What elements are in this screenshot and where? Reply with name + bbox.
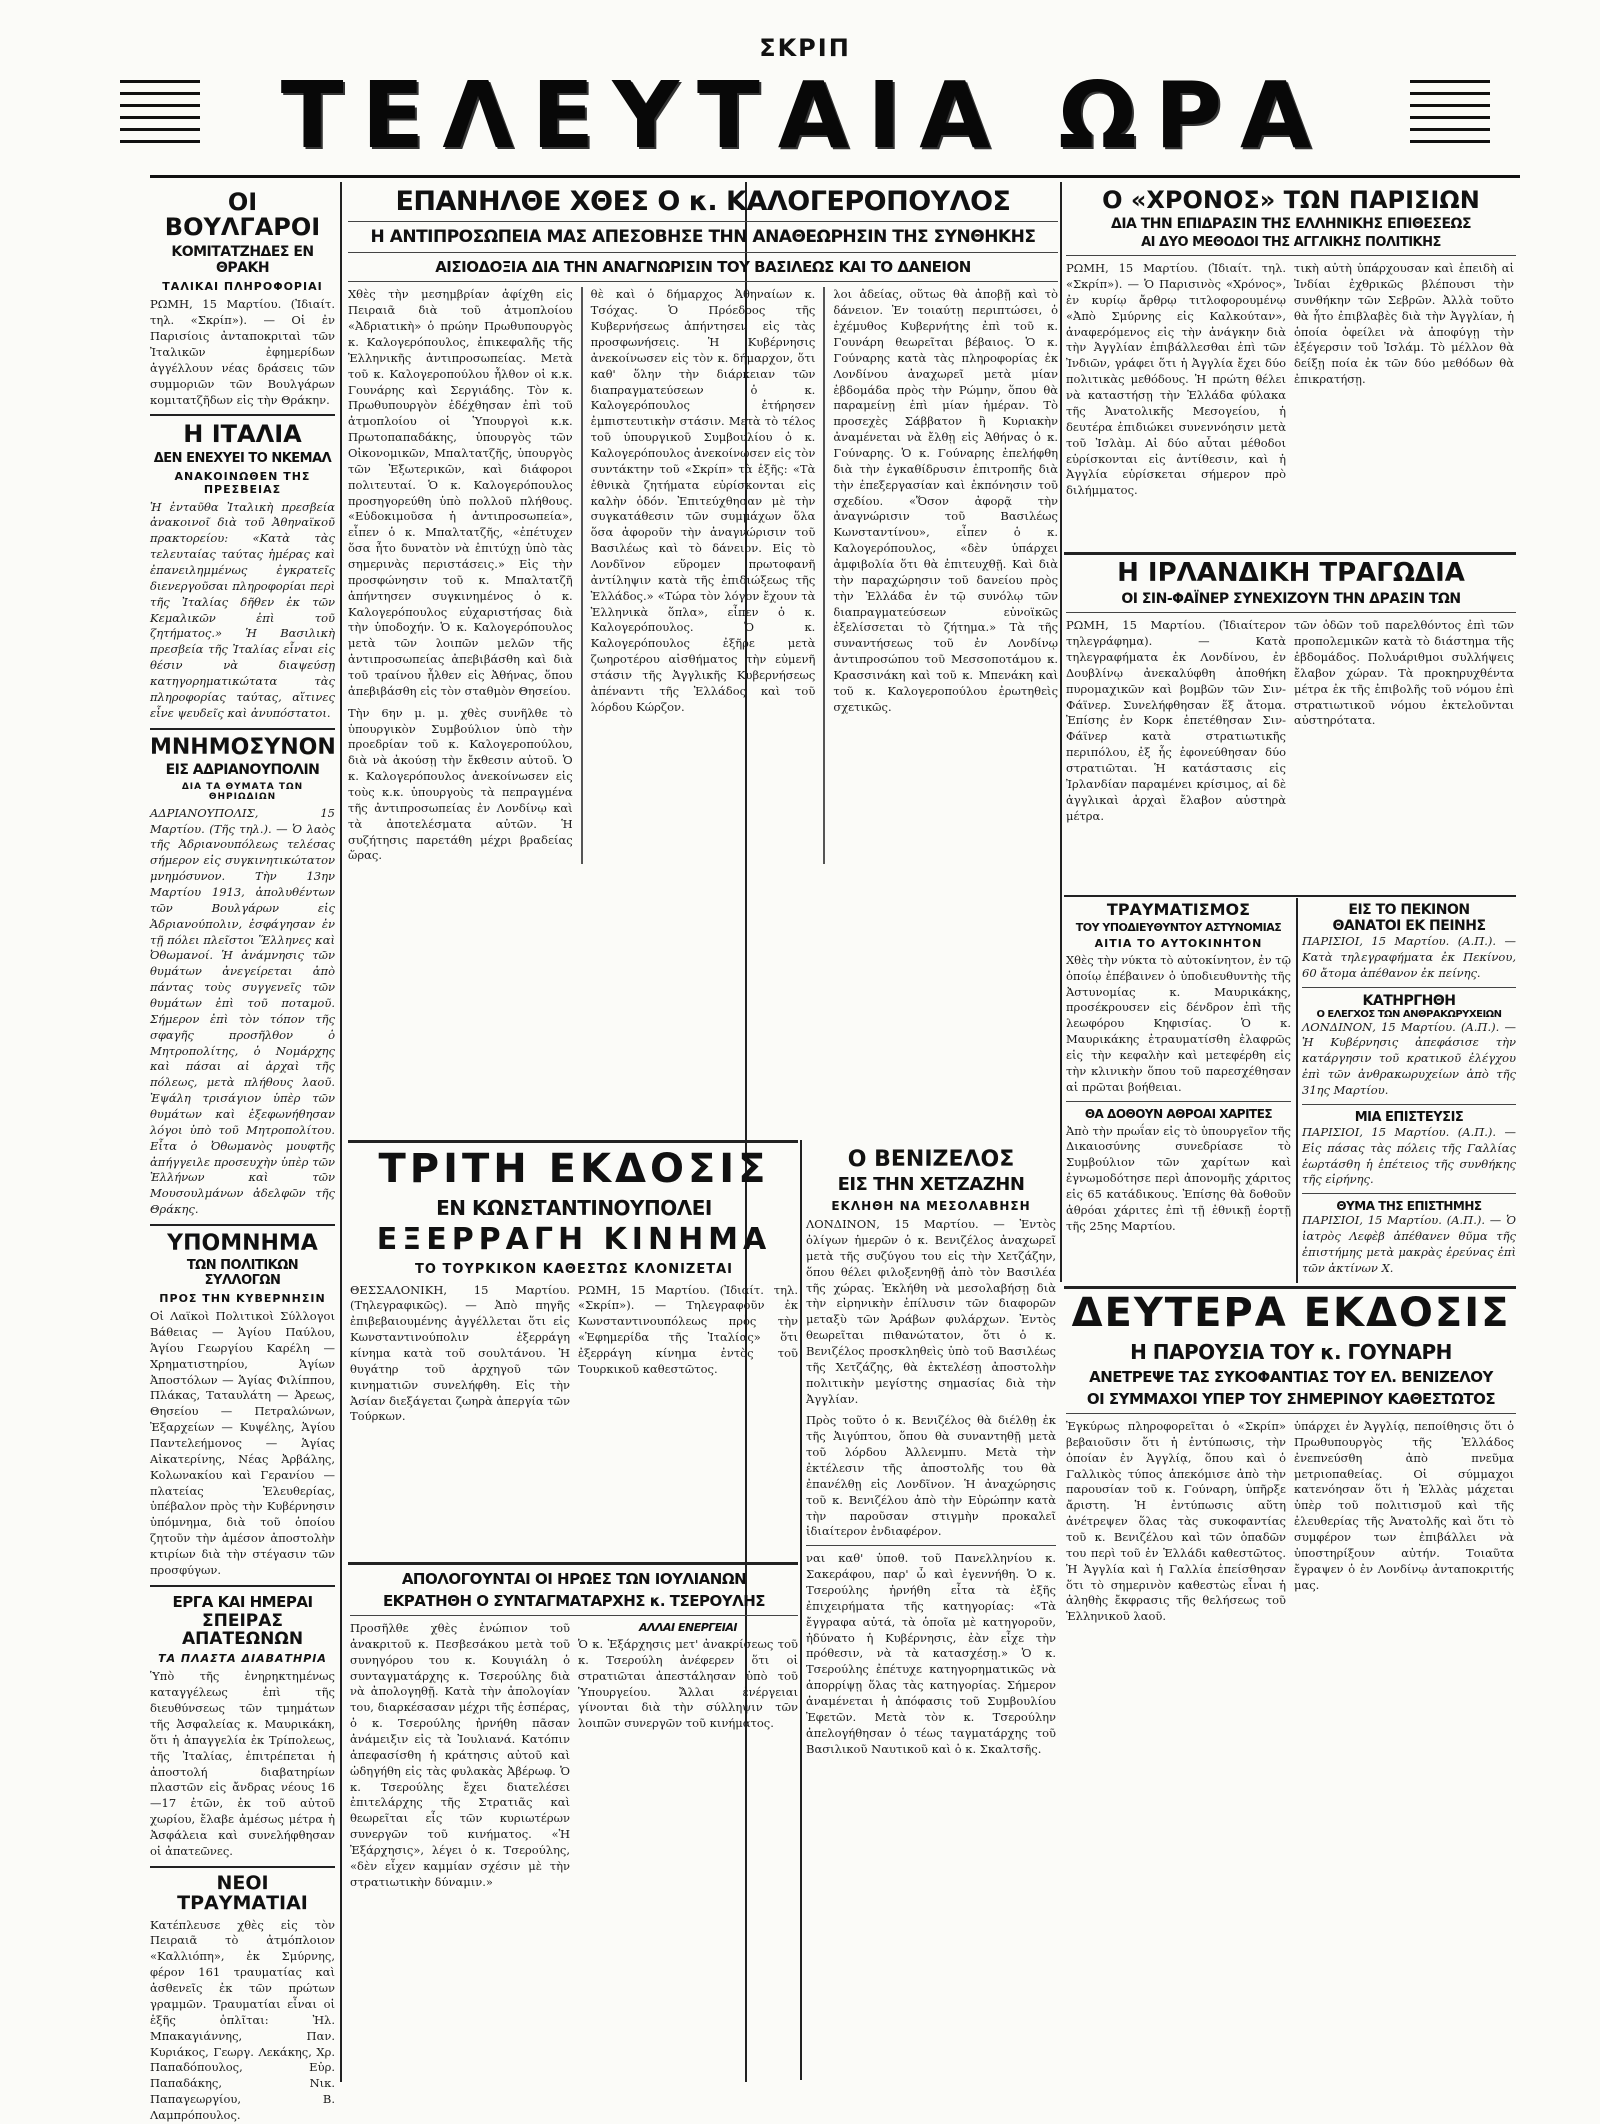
article-body: ναι καθ' ὑποθ. τοῦ Πανελληνίου κ. Σακεράφου, παρ' ὧ καὶ ἐγεννήθη. Ὁ κ. Τσερούλης ἠρνήθη εἶτα τὰ ἐξῆς ἐπιχειρήματα τῆς κατηγορίας: «Τὰ ἔγγραφα αὐτά, τὰ ὁποῖα μὲ κατηγοροῦν, ἠδύνατο ἡ Κυβέρνησις, ἐὰν εἶχε τὴν πρόθεσιν, νὰ τὰ κατασχέσῃ.» Ὁ κ. Τσερούλης ἐπέτυχε κατηγορηματικῶς νὰ ἀπορρίψῃ ὅλας τὰς κατηγορίας. Σήμερον ἀναμένεται ἡ ἀπόφασις τοῦ Συμβουλίου Ἐφετῶν. Μετὰ τὸν κ. Τσερούλην ἀπελογήθησαν ὁ τέως ταγματάρχης τοῦ Βασιλικοῦ Ναυτικοῦ καὶ ὁ κ. Σκαλτσῆς. bbox=[806, 1551, 1056, 1756]
subheadline: ΣΠΕΙΡΑΣ ΑΠΑΤΕΩΝΩΝ bbox=[181, 1610, 304, 1649]
headline: ΘΥΜΑ ΤΗΣ ΕΠΙΣΤΗΜΗΣ bbox=[1336, 1199, 1482, 1214]
article-body: ΑΔΡΙΑΝΟΥΠΟΛΙΣ, 15 Μαρτίου. (Τῆς τηλ.). — Ὁ λαὸς τῆς Ἀδριανουπόλεως τελέσας σήμερον εἰς συγκινητικώτατον μνημόσυνον. Τὴν 13ην Μαρτίου 1913, ἀπολυθέντων τῶν Βουλγάρων εἰς Ἀδριανούπολιν, ἐσφάγησαν ἐν τῇ πόλει πλεῖστοι Ἕλληνες καὶ Ὀθωμανοί. Ἡ ἀνάμνησις τῶν θυμάτων ἀνεγείρεται ἀπὸ πάντας τοὺς συγγενεῖς τῶν θυμάτων ἐπὶ τοῦ ποταμοῦ. Σήμερον ἐπὶ τὸν τόπον τῆς σφαγῆς προσῆλθον ὁ Μητροπολίτης, ὁ Νομάρχης καὶ πάσαι αἱ ἀρχαὶ τῆς πόλεως, μετὰ πλήθους λαοῦ. Ἐψάλη τρισάγιον ὑπὲρ τῶν θυμάτων καὶ ἐξεφωνήθησαν λόγοι ὑπὸ τοῦ Μητροπολίτου. Εἶτα ὁ Ὀθωμανὸς μουφτῆς ἀπήγγειλε προσευχὴν ὑπὲρ τῶν Ἑλλήνων καὶ τῶν Μουσουλμάνων ἀδελφῶν τῆς Θράκης. bbox=[150, 805, 335, 1217]
subheadline: ΘΑΝΑΤΟΙ ΕΚ ΠΕΙΝΗΣ bbox=[1332, 918, 1486, 934]
kicker: ΠΡΟΣ ΤΗΝ ΚΥΒΕΡΝΗΣΙΝ bbox=[159, 1292, 326, 1306]
subheadline: ΟΙ ΣΙΝ-ΦΑΪΝΕΡ ΣΥΝΕΧΙΖΟΥΝ ΤΗΝ ΔΡΑΣΙΝ ΤΩΝ bbox=[1121, 591, 1461, 608]
article-body: ΡΩΜΗ, 15 Μαρτίου. (Ἰδιαίτ. τηλ. «Σκρίπ»). — Οἱ ἐν Παρισίοις ἀνταποκριταὶ τῶν Ἰταλικῶν ἐφημερίδων ἀγγέλλουν νέας δράσεις τῶν συμμοριῶν τῶν Βουλγάρων κομιτατζῆδων εἰς τὴν Θράκην. bbox=[150, 297, 335, 407]
lead-headline: ΕΠΑΝΗΛΘΕ ΧΘΕΣ Ο κ. ΚΑΛΟΓΕΡΟΠΟΥΛΟΣ bbox=[395, 186, 1011, 217]
article-body: ΠΑΡΙΣΙΟΙ, 15 Μαρτίου. (Α.Π.). — Κατὰ τηλεγραφήματα ἐκ Πεκίνου, 60 ἄτομα ἀπέθανον ἐκ πείνης. bbox=[1302, 934, 1516, 980]
article-body: Κατέπλευσε χθὲς εἰς τὸν Πειραιᾶ τὸ ἀτμόπλοιον «Καλλιόπη», ἐκ Σμύρνης, φέρον 161 τραυματίας καὶ ἀσθενεῖς ἐκ τῶν πρώτων γραμμῶν. Τραυματίαι εἶναι οἱ ἑξῆς ὁπλῖται: Ἠλ. Μπακαγιάννης, Παν. Κυριάκος, Γεωργ. Λεκάκης, Χρ. Παπαδόπουλος, Εὐρ. Παπαδάκης, Νικ. Παπαγεωργίου, Β. Λαμπρόπουλος. bbox=[150, 1917, 335, 2122]
headline: ΚΑΤΗΡΓΗΘΗ bbox=[1362, 992, 1456, 1009]
third-edition-box bbox=[350, 1148, 798, 1558]
kicker: ΤΟ ΤΟΥΡΚΙΚΟΝ ΚΑΘΕΣΤΩΣ ΚΛΟΝΙΖΕΤΑΙ bbox=[415, 1261, 733, 1277]
column-rule bbox=[1060, 182, 1062, 1282]
subheadline: ΑΝΕΤΡΕΨΕ ΤΑΣ ΣΥΚΟΦΑΝΤΙΑΣ ΤΟΥ ΕΛ. ΒΕΝΙΖΕΛΟΥ bbox=[1089, 1368, 1493, 1386]
headline: ΟΙ ΒΟΥΛΓΑΡΟΙ bbox=[164, 188, 321, 242]
kicker: ΑΙΤΙΑ ΤΟ ΑΥΤΟΚΙΝΗΤΟΝ bbox=[1094, 936, 1263, 950]
headline: ΜΙΑ ΕΠΙΣΤΕΥΣΙΣ bbox=[1354, 1109, 1464, 1125]
article-body: Ὑπὸ τῆς ἐνηρηκτημένως καταγγέλεως ἐπὶ τῆς διευθύνσεως τῶν τμημάτων τῆς Ἀσφαλείας κ. Μαυρικάκη, ὅτι ἡ ἀπαγγελία ἐκ Τρίπολεως, τῆς Ἰταλίας, ἐπιτρέπεται ἡ ἀποστολή διαβατηρίων πλαστῶν εἰς ἄνδρας νέους 16—17 ἐτῶν, ἐκ τοῦ αὐτοῦ χωρίου, ἔλαβε ἀμέσως μέτρα ἡ Ἀσφάλεια καὶ συνελήφθησαν οἱ ἀπατεῶνες. bbox=[150, 1669, 335, 1858]
masthead bbox=[120, 34, 1490, 170]
subheadline: ΕΚΡΑΤΗΘΗ Ο ΣΥΝΤΑΓΜΑΤΑΡΧΗΣ κ. ΤΣΕΡΟΥΛΗΣ bbox=[382, 1592, 766, 1610]
lead-deck: ΑΙΣΙΟΔΟΞΙΑ ΔΙΑ ΤΗΝ ΑΝΑΓΝΩΡΙΣΙΝ ΤΟΥ ΒΑΣΙΛΕΩΣ ΚΑΙ ΤΟ ΔΑΝΕΙΟΝ bbox=[435, 258, 971, 277]
headline: ΑΠΟΛΟΓΟΥΝΤΑΙ ΟΙ ΗΡΩΕΣ ΤΩΝ ΙΟΥΛΙΑΝΩΝ bbox=[401, 1570, 747, 1588]
headline: ΘΑ ΔΟΘΟΥΝ ΑΘΡΟΑΙ ΧΑΡΙΤΕΣ bbox=[1084, 1106, 1273, 1121]
headline: Η ΙΤΑΛΙΑ bbox=[183, 420, 302, 449]
article-body: ὑπάρχει ἐν Ἀγγλίᾳ, πεποίθησις ὅτι ὁ Πρωθυπουργὸς τῆς Ἑλλάδος ἐνεπνεύσθη ἀπὸ πνεῦμα μετριοπαθείας. Οἱ σύμμαχοι κατενόησαν ὅτι ἡ Ἑλλὰς μάχεται ὑπὲρ τοῦ πολιτισμοῦ καὶ τῆς ἐλευθερίας τῆς Ἀνατολῆς καὶ ὅτι τὸ συμφέρον των ἐπιβάλλει νὰ ὑποστηρίξουν αὐτήν. Τοιαῦτα ἔγραψεν ὁ ἐν Λονδίνῳ ἀνταποκριτής μας. bbox=[1294, 1419, 1514, 1592]
subheadline: ΚΟΜΙΤΑΤΖΗΔΕΣ ΕΝ ΘΡΑΚΗ bbox=[171, 244, 314, 277]
headline: ΤΡΑΥΜΑΤΙΣΜΟΣ bbox=[1106, 900, 1251, 919]
article-body: τῶν ὁδῶν τοῦ παρελθόντος ἐπὶ τῶν προπολεμικῶν κατὰ τὸ διάστημα τῆς ἑβδομάδος. Πολυάριθμοι συλλήψεις ἔλαβον χώραν. Τὰ προκηρυχθέντα μέτρα ἐκ τῆς ἐπιβολῆς τοῦ νόμου ἐπὶ στρατιωτικοῦ νόμου ἐκτελοῦνται αὐστηρότατα. bbox=[1294, 618, 1514, 728]
headline: ΕΞΕΡΡΑΓΗ ΚΙΝΗΜΑ bbox=[376, 1222, 772, 1257]
column-4-top bbox=[1066, 188, 1516, 548]
edition-headline: ΤΡΙΤΗ ΕΚΔΟΣΙΣ bbox=[378, 1146, 770, 1192]
kicker: ΑΙ ΔΥΟ ΜΕΘΟΔΟΙ ΤΗΣ ΑΓΓΛΙΚΗΣ ΠΟΛΙΤΙΚΗΣ bbox=[1141, 235, 1441, 251]
injury-story bbox=[1066, 902, 1291, 1282]
subheadline: ΔΕΝ ΕΝΕΧΥΕΙ ΤΟ ΝΚΕΜΑΛ bbox=[153, 450, 332, 466]
article-body: Ἐγκύρως πληροφορεῖται ὁ «Σκρίπ» βεβαιοῦσιν ὅτι ἡ ἐντύπωσις, τὴν ὁποίαν ἐν Ἀγγλίᾳ, ὅπου καὶ ὁ Γαλλικὸς τύπος ἀπεκόμισε ἀπὸ τὴν παρουσίαν τοῦ κ. Γούναρη, ὑπῆρξε ἄριστη. Ἡ ἐντύπωσις αὕτη ἀνέτρεψεν ὅλας τὰς συκοφαντίας τοῦ κ. Βενιζέλου καὶ τῶν ὀπαδῶν του περὶ τοῦ ἐν Ἑλλάδι καθεστῶτος. Ἡ Ἀγγλία καὶ ἡ Γαλλία ἐπείσθησαν ὅτι τὸ σημερινὸν καθεστὼς εἶναι ἡ ἀληθὴς ἔκφρασις τῆς θελήσεως τοῦ Ἑλληνικοῦ λαοῦ. bbox=[1066, 1419, 1286, 1624]
article-body: ΛΟΝΔΙΝΟΝ, 15 Μαρτίου. (Α.Π.). — Ἡ Κυβέρνησις ἀπεφάσισε τὴν κατάργησιν τοῦ κρατικοῦ ἐλέγχου ἐπὶ τῶν ἀνθρακωρυχείων ἀπὸ τῆς 31ης Μαρτίου. bbox=[1302, 1019, 1516, 1098]
headline: Η ΠΑΡΟΥΣΙΑ ΤΟΥ κ. ΓΟΥΝΑΡΗ bbox=[1130, 1340, 1452, 1364]
article-body: λοι ἀδείας, οὕτως θὰ ἀποβῇ καὶ τὸ δάνειον. Ἐν τοιαύτῃ περιπτώσει, ὁ ἐχέμυθος Κυβερνήτης ἐπὶ τοῦ κ. Γουνάρη θεωρεῖται βέβαιος. Ὁ κ. Γούναρης κατὰ τὰς πληροφορίας ἐκ Λονδίνου ἀναχωρεῖ μετὰ μίαν ἑβδομάδα πρὸς τὴν Ρώμην, ὅπου θὰ παραμείνῃ ἐπὶ μίαν ἡμέραν. Τὸ προσεχὲς Σάββατον ἢ Κυριακὴν ἀναμένεται νὰ ἔλθῃ εἰς Ἀθήνας ὁ κ. Γούναρης. Ὁ κ. Γούναρης ἐπελήφθη διὰ τὴν ἐγκαθίδρυσιν ἐπιτροπῆς διὰ τὴν ἐπεξεργασίαν καὶ ἐκπόνησιν τοῦ σχεδίου. «Ὅσον ἀφορᾷ τὴν ἀναγνώρισιν τοῦ Βασιλέως Κωνσταντίνου», εἶπεν ὁ κ. Καλογερόπουλος, «δὲν ὑπάρχει ἀμφιβολία ὅτι θὰ ἐπιτευχθῇ. Καὶ διὰ τὴν παραχώρησιν τοῦ δανείου πρὸς τὴν Ἑλλάδα ἐν τῷ συνόλῳ τῶν διαπραγματεύσεων εὐνοϊκῶς ἐξελίσσεται τὸ ζήτημα.» Τὰ τῆς συναντήσεως τοῦ ἐν Λονδίνῳ ἀντιπροσώπου τοῦ Μεσσοποτάμου κ. Κρασσινάκη καὶ τοῦ κ. Μπενάκη καὶ τοῦ κ. Καλογεροπούλου ἐρωτηθεὶς σχετικῶς. bbox=[833, 287, 1059, 714]
subheadline: Ο ΕΛΕΓΧΟΣ ΤΩΝ ΑΝΘΡΑΚΩΡΥΧΕΙΩΝ bbox=[1316, 1008, 1502, 1020]
second-edition bbox=[1066, 1292, 1516, 2077]
article-body: Ἡ ἐνταῦθα Ἰταλικὴ πρεσβεία ἀνακοινοῖ διὰ τοῦ Ἀθηναϊκοῦ πρακτορείου: «Κατὰ τὰς τελευταίας ταύτας ἡμέρας καὶ ἐπανειλημμένως ἐγκρατεῖς διενεργοῦσαι πληροφορίαι περὶ τῆς Ἰταλίας δῆθεν ἐκ τῶν Κεμαλικῶν ἐπὶ τοῦ ζητήματος.» Ἡ Βασιλικὴ πρεσβεία τῆς Ἰταλίας εἶναι εἰς θέσιν νὰ διαψεύσῃ κατηγορηματικώτατα τὰς πληροφορίας ταύτας, αἵτινες εἶνε ψευδεῖς καὶ ἀνυπόστατοι. bbox=[150, 499, 335, 720]
headline: Ο «ΧΡΟΝΟΣ» ΤΩΝ ΠΑΡΙΣΙΩΝ bbox=[1102, 186, 1480, 214]
article-body: Χθὲς τὴν μεσημβρίαν ἀφίχθη εἰς Πειραιᾶ διὰ τοῦ ἀτμοπλοίου «Ἀδριατικὴ» ὁ πρώην Πρωθυπουργὸς κ. Καλογερόπουλος, ἐπικεφαλῆς τῆς Ἑλληνικῆς ἀντιπροσωπείας. Μετὰ τοῦ κ. Καλογεροπούλου ἦλθον οἱ κ.κ. Γουνάρης καὶ Σεργιάδης. Τὸν κ. Πρωθυπουργὸν ἐδέχθησαν ἐπὶ τοῦ ἀτμοπλοίου οἱ Ὑπουργοὶ κ.κ. Πρωτοπαπαδάκης, ὑπουργὸς τῶν Οἰκονομικῶν, Μπαλτατζῆς, ὑπουργὸς τῶν Ἐξωτερικῶν, καὶ διάφοροι πολιτευταί. Ὁ κ. Καλογερόπουλος προσηγορεύθη ὑπὸ πολλοῦ πλήθους. «Εὐδοκιμοῦσα ἡ ἀντιπροσωπεία», εἶπεν ὁ κ. Μπαλτατζῆς, «ἐπέτυχεν ὅσα ἦτο δυνατὸν νὰ ἐπιτύχῃ ὑπὸ τὰς σημερινὰς περιστάσεις.» Εἰς τὴν προσφώνησιν τοῦ κ. Μπαλτατζῆ ἀπήντησεν συγκινημένος ὁ κ. Καλογερόπουλος εὐχαριστήσας διὰ τὴν ὑποδοχήν. Ὁ κ. Καλογερόπουλος μετὰ τῶν λοιπῶν μελῶν τῆς ἀντιπροσωπείας ἀπεβιβάσθη καὶ διὰ τοῦ τραίνου ἦλθεν εἰς Ἀθήνας, ὅπου ἀπεβιβάσθη εἰς τὸν σταθμὸν Θησείου. bbox=[348, 287, 573, 698]
column-1 bbox=[150, 188, 336, 2122]
article-body: τικὴ αὐτὴ ὑπάρχουσαν καὶ ἐπειδὴ αἱ Ἰνδίαι ἐχθρικῶς βλέπουσι τὴν συνθήκην τῶν Σεβρῶν. Ἀλλὰ τοῦτο θὰ ἦτο ἐπιβλαβὲς διὰ τὴν Ἀγγλίαν, ἡ ὁποία ὀφείλει νὰ ἀποφύγῃ τὴν ἐξέγερσιν τοῦ Ἰσλάμ. Τὸ μέλλον θὰ δείξῃ ποία ἐκ τῶν δύο μεθόδων θὰ ἐπικρατήσῃ. bbox=[1294, 261, 1514, 387]
article-body: ΘΕΣΣΑΛΟΝΙΚΗ, 15 Μαρτίου. (Τηλεγραφικῶς). — Ἀπὸ πηγῆς ἐπιβεβαιουμένης ἀγγέλλεται ὅτι εἰς Κωνσταντινούπολιν ἐξερράγη κίνημα κατὰ τοῦ σουλτάνου. Ἡ θυγάτηρ τοῦ ἀρχηγοῦ τῶν κινηματιῶν συνελήφθη. Εἰς τὴν Ἀσίαν διεξάγεται ζωηρὰ ἀπεργία τῶν Τούρκων. bbox=[350, 1282, 570, 1424]
subheadline: ΤΩΝ ΠΟΛΙΤΙΚΩΝ ΣΥΛΛΟΓΩΝ bbox=[186, 1258, 299, 1289]
article-body: Ἀπὸ τὴν πρωΐαν εἰς τὸ ὑπουργεῖον τῆς Δικαιοσύνης συνεδρίασε τὸ Συμβούλιον τῶν χαρίτων καὶ ἐγνωμοδότησε περὶ ἀπονομῆς χάριτος εἰς 65 κατάδικους. Ἐπίσης θὰ δοθοῦν ἀθρόαι χάριτες ἐπὶ τῇ ἐθνικῇ ἑορτῇ τῆς 25ης Μαρτίου. bbox=[1066, 1123, 1291, 1233]
section-rule bbox=[1064, 1286, 1516, 1289]
lead-subheadline: Η ΑΝΤΙΠΡΟΣΩΠΕΙΑ ΜΑΣ ΑΠΕΣΟΒΗΣΕ ΤΗΝ ΑΝΑΘΕΩΡΗΣΙΝ ΤΗΣ ΣΥΝΘΗΚΗΣ bbox=[370, 227, 1036, 248]
kicker: ΑΛΛΑΙ ΕΝΕΡΓΕΙΑΙ bbox=[639, 1621, 737, 1634]
article-body: Τὴν 6ην μ. μ. χθὲς συνῆλθε τὸ ὑπουργικὸν Συμβούλιον ὑπὸ τὴν προεδρίαν τοῦ κ. Καλογεροπούλου, διὰ νὰ ἀκούσῃ τὴν ἔκθεσιν αὐτοῦ. Ὁ κ. Καλογερόπουλος ἀνεκοίνωσεν εἰς τοὺς κ.κ. ὑπουργοὺς τὰ πεπραγμένα τῆς ἀντιπροσωπείας ἐν Λονδίνῳ καὶ τὰ ἀποτελέσματα αὐτῶν. Ἡ συζήτησις παρετάθη μέχρι βραδείας ὥρας. bbox=[348, 705, 573, 863]
masthead-title: ΤΕΛΕΥΤΑΙΑ ΩΡΑ bbox=[200, 66, 1410, 166]
subheadline: ΕΙΣ ΑΔΡΙΑΝΟΥΠΟΛΙΝ bbox=[165, 761, 320, 778]
headline: ΝΕΟΙ ΤΡΑΥΜΑΤΙΑΙ bbox=[177, 1871, 308, 1914]
edition-headline: ΔΕΥΤΕΡΑ ΕΚΔΟΣΙΣ bbox=[1071, 1290, 1511, 1336]
masthead-sub-brand: ΣΚΡΙΠ bbox=[120, 34, 1490, 62]
article-body: Προσῆλθε χθὲς ἐνώπιον τοῦ ἀνακριτοῦ κ. Πεσβεσάκου μετὰ τοῦ συνηγόρου του κ. Κουγιάλη ὁ συνταγματάρχης κ. Τσερούλης διὰ νὰ ἀπολογηθῇ. Κατὰ τὴν ἀπολογίαν του, διαρκέσασαν μέχρι τῆς ἑσπέρας, ὁ κ. Τσερούλης ἠρνήθη πᾶσαν ἀνάμειξιν εἰς τὰ Ἰουλιανά. Κατόπιν ἀπεφασίσθη ἡ κράτησις αὐτοῦ καὶ ὡδηγήθη εἰς τὰς φυλακὰς Ἀβέρωφ. Ὁ κ. Τσερούλης ἔχει διατελέσει ἐπιτελάρχης τῆς Στρατιᾶς καὶ θεωρεῖται εἷς τῶν κυριωτέρων συνεργῶν τοῦ κινήματος. «Ἡ Ἐξάρχησις», λέγει ὁ κ. Τσερούλης, «δὲν εἶχεν καμμίαν σχέσιν μὲ τὴν στρατιωτικὴν δύναμιν.» bbox=[350, 1621, 570, 1889]
subheadline: ΕΝ ΚΩΝΣΤΑΝΤΙΝΟΥΠΟΛΕΙ bbox=[436, 1196, 712, 1220]
article-body: ΡΩΜΗ, 15 Μαρτίου. (Ἰδιαίτ. τηλ. «Σκρίπ»). — Ὁ Παρισινὸς «Χρόνος», ἐν κυρίῳ ἄρθρῳ τιτλοφορουμένῳ «Ἀπὸ Σμύρνης εἰς Καλκούταν», ἀναφερόμενος εἰς τὴν ἀνάγκην διὰ τὴν Ἀγγλίαν ἐπιβάλλεσθαι ἐπὶ τῶν Ἰνδιῶν, γράφει ὅτι ἡ Ἀγγλία ἔχει δύο πολιτικὰς μεθόδους. Ἡ πρώτη θέλει νὰ καταστήσῃ τὴν Ἑλλάδα φύλακα τῆς Ἀνατολικῆς Μεσογείου, ἡ δευτέρα ἐπιδιώκει συνεννόησιν μετὰ τοῦ Ἰσλὰμ. Αἱ δύο αὗται μέθοδοι εὑρίσκονται εἰς ἀντίθεσιν, καὶ ἡ Ἀγγλία εὑρίσκεται σήμερον πρὸ διλήμματος. bbox=[1066, 261, 1286, 498]
article-body: Χθὲς τὴν νύκτα τὸ αὐτοκίνητον, ἐν τῷ ὁποίῳ ἐπέβαινεν ὁ ὑποδιευθυντὴς τῆς Ἀστυνομίας κ. Μαυρικάκης, προσέκρουσεν εἰς δένδρον ἐπὶ τῆς λεωφόρου Κηφισίας. Ὁ κ. Μαυρικάκης ἐτραυματίσθη ἐλαφρῶς εἰς τὴν κεφαλὴν καὶ μετεφέρθη εἰς τὴν κλινικὴν ὅπου τοῦ παρεσχέθησαν αἱ πρῶται βοήθειαι. bbox=[1066, 952, 1291, 1094]
kicker: ΔΙΑ ΤΑ ΘΥΜΑΤΑ ΤΩΝ ΘΗΡΙΩΔΙΩΝ bbox=[181, 781, 304, 802]
kicker: ΟΙ ΣΥΜΜΑΧΟΙ ΥΠΕΡ ΤΟΥ ΣΗΜΕΡΙΝΟΥ ΚΑΘΕΣΤΩΤΟΣ bbox=[1086, 1390, 1496, 1408]
article-body: Ὁ κ. Ἐξάρχησις μετ' ἀνακρίσεως τοῦ κ. Τσερούλη ἀνέφερεν ὅτι οἱ στρατιῶται ἀπεστάλησαν ὑπὸ τοῦ Ὑπουργείου. Ἄλλαι ἐνέργειαι γίνονται διὰ τὴν σύλληψιν τῶν λοιπῶν συνεργῶν τοῦ κινήματος. bbox=[578, 1637, 798, 1731]
section-rule bbox=[348, 1140, 798, 1143]
subheadline: ΕΙΣ ΤΗΝ ΧΕΤΖΑΖΗΝ bbox=[837, 1174, 1025, 1196]
headline: ΕΙΣ ΤΟ ΠΕΚΙΝΟΝ bbox=[1348, 902, 1470, 918]
kicker: ΤΑ ΠΛΑΣΤΑ ΔΙΑΒΑΤΗΡΙΑ bbox=[158, 1652, 327, 1666]
headline: Η ΙΡΛΑΝΔΙΚΗ ΤΡΑΓΩΔΙΑ bbox=[1117, 558, 1465, 588]
iouliana-story bbox=[350, 1570, 798, 2080]
column-rule bbox=[340, 182, 342, 2082]
article-body: ΠΑΡΙΣΙΟΙ, 15 Μαρτίου. (Α.Π.). — Ὁ ἰατρὸς Λεφὲβ ἀπέθανεν θῦμα τῆς ἐπιστήμης μετὰ μακρὰς ἐρεύνας ἐπὶ τῶν ἀκτίνων Χ. bbox=[1302, 1213, 1516, 1275]
irish-story bbox=[1066, 560, 1516, 890]
kicker: ΤΑΛΙΚΑΙ ΠΛΗΡΟΦΟΡΙΑΙ bbox=[162, 280, 323, 294]
column-rule bbox=[1296, 898, 1298, 1283]
article-body: ΛΟΝΔΙΝΟΝ, 15 Μαρτίου. — Ἐντὸς ὀλίγων ἡμερῶν ὁ κ. Βενιζέλος ἀναχωρεῖ μετὰ τῆς συζύγου του εἰς τὴν Χετζάζην, ὅπου θέλει φιλοξενηθῇ ἀπὸ τὸν Βασιλέα τῆς χώρας. Ἐκλήθη νὰ μεσολαβήσῃ διὰ τὴν εἰρηνικὴν ἐπίλυσιν τῶν διαφορῶν μεταξὺ τῶν Ἀράβων φυλάρχων. Ἐντὸς θεωρεῖται πιθανώτατον, ὅτι ὁ κ. Βενιζέλος προσκληθεὶς ὑπὸ τοῦ Βασιλέως τῆς Χετζάζης, θὰ ἐκτελέσῃ ἀποστολὴν πολιτικὴν μεγίστης σημασίας διὰ τὴν Ἀγγλίαν. bbox=[806, 1217, 1056, 1406]
section-rule bbox=[1064, 552, 1516, 555]
headline: Ο ΒΕΝΙΖΕΛΟΣ bbox=[847, 1147, 1015, 1172]
subheadline: ΤΟΥ ΥΠΟΔΙΕΥΘΥΝΤΟΥ ΑΣΤΥΝΟΜΙΑΣ bbox=[1075, 920, 1282, 934]
article-body: Οἱ Λαϊκοὶ Πολιτικοὶ Σύλλογοι Βάθειας — Ἁγίου Παύλου, Ἁγίου Γεωργίου Καρέλη — Χρηματιστηρίου, Ἁγίων Ἀποστόλων — Ἁγίας Φιλίππου, Πλάκας, Ταταυλάτη — Ἀρεως, Θησείου — Πετραλώνων, Ἐξαρχείων — Κυψέλης, Ἁγίου Παντελεήμονος — Ἁγίας Αἰκατερίνης, Νέας Ἀρβάλης, Κολωνακίου καὶ Γερανίου — πλατείας Ἐλευθερίας, ὑπέβαλον πρὸς τὴν Κυβέρνησιν ὑπόμνημα, διὰ τοῦ ὁποίου ζητοῦν τὴν ἀμέσον ἀποστολὴν κτιρίων διὰ τὴν στέγασιν τῶν προσφύγων. bbox=[150, 1309, 335, 1577]
section-rule bbox=[1064, 895, 1516, 897]
article-body: ΠΑΡΙΣΙΟΙ, 15 Μαρτίου. (Α.Π.). — Εἰς πάσας τὰς πόλεις τῆς Γαλλίας ἑωρτάσθη ἡ ἐπέτειος τῆς συνθήκης τῆς εἰρήνης. bbox=[1302, 1124, 1516, 1187]
column-rule bbox=[800, 1140, 802, 2080]
briefs-column bbox=[1302, 902, 1516, 1282]
article-body: Πρὸς τοῦτο ὁ κ. Βενιζέλος θὰ διέλθῃ ἐκ τῆς Ἀιγύπτου, ὅπου θὰ συναντηθῇ μετὰ τοῦ λόρδου Ἀλλενμπυ. Μετὰ τὴν ἐκτέλεσιν τῆς ἀποστολῆς του θὰ ἐπανέλθῃ εἰς Λονδῖνον. Ἡ ἀναχώρησις τοῦ κ. Βενιζέλου ἀπὸ τὴν Εὐρώπην κατὰ τὴν παροῦσαν στιγμὴν προκαλεῖ ἰδιαίτερον ἐνδιαφέρον. bbox=[806, 1413, 1056, 1539]
article-body: θὲ καὶ ὁ δήμαρχος Ἀθηναίων κ. Τσόχας. Ὁ Πρόεδρος τῆς Κυβερνήσεως ἀπήντησεν εἰς τὰς προσφωνήσεις. Ἡ Κυβέρνησις ἀνεκοίνωσεν εἰς τὸν κ. δήμαρχον, ὅτι καθ' ὅλην τὴν διάρκειαν τῶν διαπραγματεύσεων ὁ κ. Καλογερόπουλος ἐτήρησεν ἐμπιστευτικὴν στάσιν. Μετὰ τὸ τέλος τοῦ ὑπουργικοῦ Συμβουλίου ὁ κ. Καλογερόπουλος ἀνεκοίνωσεν εἰς τὸν συντάκτην τοῦ «Σκρίπ» τὰ ἑξῆς: «Τὰ ἐθνικὰ ζητήματα εὑρίσκονται εἰς καλὴν ὁδόν. Ἐπιτεύχθησαν μὲ τὴν συγκατάθεσιν τῶν συμμάχων ὅλα ὅσα ἀφοροῦν τὴν ἀναγνώρισιν τοῦ Βασιλέως καὶ τὸ δάνειον. Εἰς τὸ Λονδῖνον εὕρομεν πρωτοφανῆ ἀντίληψιν κατὰ τῆς ἐπιδιώξεως τῆς Ἑλλάδος.» «Τώρα τὸν λόγον ἔχουν τὰ Ἑλληνικὰ ὅπλα», εἶπεν ὁ κ. Καλογερόπουλος. Ὁ κ. Καλογερόπουλος ἐξῆρε μετὰ ζωηροτέρου αἰσθήματος τὴν εὐμενῆ στάσιν τῆς Ἀγγλικῆς Κυβερνήσεως ἀπέναντι τῆς Ἑλλάδος καὶ τοῦ λόρδου Κώρζον. bbox=[590, 287, 816, 714]
section-rule bbox=[348, 1562, 798, 1565]
headline: ΥΠΟΜΝΗΜΑ bbox=[167, 1231, 318, 1257]
headline: ΜΝΗΜΟΣΥΝΟΝ bbox=[150, 734, 336, 760]
venizelos-story bbox=[806, 1148, 1056, 2078]
kicker: ΕΚΛΗΘΗ ΝΑ ΜΕΣΟΛΑΒΗΣΗ bbox=[831, 1199, 1031, 1214]
kicker: ΑΝΑΚΟΙΝΩΘΕΝ ΤΗΣ ΠΡΕΣΒΕΙΑΣ bbox=[174, 469, 311, 496]
article-body: ΡΩΜΗ, 15 Μαρτίου. (Ἰδιαίτερον τηλεγράφημα). — Κατὰ τηλεγραφήματα ἐκ Λονδίνου, ἐν Δουβλίνῳ ἀνεκαλύφθη ἀποθήκη πυρομαχικῶν καὶ βομβῶν τῶν Σιν-Φάϊνερ. Συνελήφθησαν ἕξ ἄτομα. Ἐπίσης ἐν Κορκ ἐπετέθησαν Σιν-Φάϊνερ κατὰ στρατιωτικῆς περιπόλου, ἐξ ἧς ἐφονεύθησαν δύο στρατιῶται. Ἡ κατάστασις εἰς Ἰρλανδίαν παραμένει κρίσιμος, αἱ δὲ ἀγγλικαὶ ἀρχαὶ ἔλαβον αὐστηρὰ μέτρα. bbox=[1066, 618, 1286, 823]
subheadline: ΔΙΑ ΤΗΝ ΕΠΙΔΡΑΣΙΝ ΤΗΣ ΕΛΛΗΝΙΚΗΣ ΕΠΙΘΕΣΕΩΣ bbox=[1110, 216, 1472, 233]
article-body: ΡΩΜΗ, 15 Μαρτίου. (Ἰδιαίτ. τηλ. «Σκρίπ»). — Τηλεγραφοῦν ἐκ Κωνσταντινουπόλεως πρὸς τὴν «Ἐφημερίδα τῆς Ἰταλίας» ὅτι ἐξερράγη κίνημα ἐντὸς τοῦ Τουρκικοῦ καθεστῶτος. bbox=[578, 1282, 798, 1376]
headline: ΕΡΓΑ ΚΑΙ ΗΜΕΡΑΙ bbox=[172, 1592, 313, 1611]
masthead-rule bbox=[150, 175, 1520, 178]
